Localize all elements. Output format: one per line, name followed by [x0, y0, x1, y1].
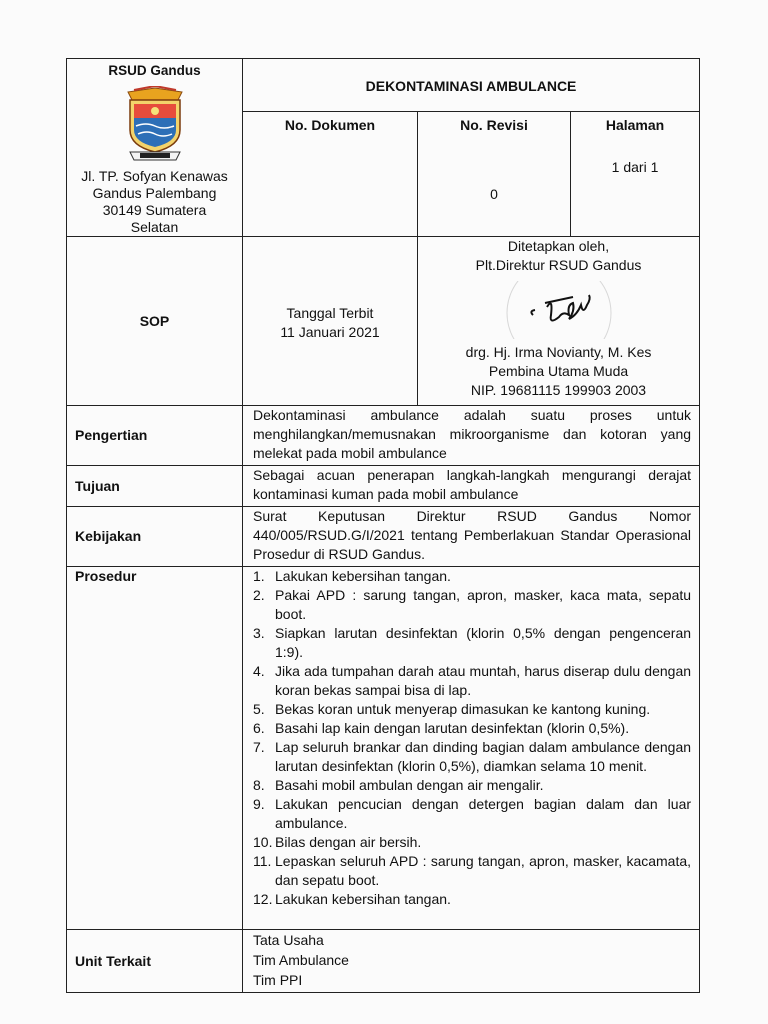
no-revisi-cell: [418, 112, 571, 237]
step-number: 9.: [253, 796, 265, 812]
kebijakan-label: Kebijakan: [67, 507, 243, 567]
step-text: Bekas koran untuk menyerap dimasukan ke kantong kuning.: [275, 701, 651, 717]
issue-date-cell: [243, 237, 418, 406]
no-revisi-label: No. Revisi: [460, 117, 528, 134]
palembang-city-logo: [120, 86, 190, 164]
sop-label: SOP: [67, 237, 243, 406]
approval-cell: [418, 237, 700, 406]
prosedur-step: [253, 567, 691, 586]
approver-title: Plt.Direktur RSUD Gandus: [475, 257, 642, 273]
step-number: 6.: [253, 720, 265, 736]
step-text: Lepaskan seluruh APD : sarung tangan, apron, masker, kacamata, dan sepatu boot.: [275, 853, 692, 888]
step-number: 11.: [253, 853, 272, 869]
no-revisi-value: 0: [490, 186, 498, 203]
prosedur-step: [253, 700, 691, 719]
signer-name: drg. Hj. Irma Novianty, M. Kes: [465, 344, 652, 360]
prosedur-step: [253, 776, 691, 795]
unit-item: Tim PPI: [253, 972, 303, 988]
sop-table: [66, 58, 700, 993]
hospital-name: RSUD Gandus: [108, 63, 201, 78]
prosedur-step: [253, 795, 691, 833]
issue-date-value: 11 Januari 2021: [280, 324, 380, 340]
no-dokumen-value: [243, 135, 417, 185]
unit-item: Tim Ambulance: [253, 952, 349, 968]
prosedur-step: [253, 890, 691, 909]
step-number: 7.: [253, 739, 265, 755]
step-number: 12.: [253, 891, 273, 907]
issue-date-label: Tanggal Terbit: [286, 305, 374, 321]
prosedur-step: [253, 738, 691, 776]
prosedur-step: [253, 586, 691, 624]
prosedur-steps-list: [253, 567, 691, 909]
step-text: Bilas dengan air bersih.: [275, 834, 422, 850]
signer-rank: Pembina Utama Muda: [488, 363, 629, 379]
unit-terkait-list: [243, 930, 700, 993]
approved-by-text: Ditetapkan oleh,: [507, 238, 610, 254]
step-text: Pakai APD : sarung tangan, apron, masker, kaca mata, sepatu boot.: [275, 587, 692, 622]
kebijakan-text: Surat Keputusan Direktur RSUD Gandus Nomor 440/005/RSUD.G/I/2021 tentang Pemberlakuan Standar Operasional Prosedur di RSUD Gandus.: [243, 507, 700, 567]
document-title-cell: [243, 59, 700, 112]
step-text: Basahi mobil ambulan dengan air mengalir.: [275, 777, 544, 793]
step-text: Lap seluruh brankar dan dinding bagian dalam ambulance dengan larutan desinfektan (klorin 0,5%), diamkan selama 10 menit.: [275, 739, 692, 774]
hospital-address: Jl. TP. Sofyan Kenawas Gandus Palembang 30149 Sumatera Selatan: [81, 168, 228, 235]
document-title: DEKONTAMINASI AMBULANCE: [365, 78, 577, 94]
prosedur-label: Prosedur: [67, 567, 243, 930]
halaman-label: Halaman: [605, 117, 665, 134]
prosedur-steps-cell: [243, 567, 700, 930]
step-text: Lakukan pencucian dengan detergen bagian dalam dan luar ambulance.: [275, 796, 692, 831]
prosedur-step: [253, 833, 691, 852]
unit-item: Tata Usaha: [253, 932, 324, 948]
tujuan-text: Sebagai acuan penerapan langkah-langkah mengurangi derajat kontaminasi kuman pada mobil ambulance: [243, 466, 700, 507]
prosedur-step: [253, 662, 691, 700]
signer-nip: NIP. 19681115 199903 2003: [470, 382, 647, 398]
step-number: 2.: [253, 587, 265, 603]
pengertian-text: Dekontaminasi ambulance adalah suatu proses untuk menghilangkan/memusnakan mikroorganisme dan kotoran yang melekat pada mobil ambulance: [243, 406, 700, 466]
pengertian-label: Pengertian: [67, 406, 243, 466]
tujuan-label: Tujuan: [67, 466, 243, 507]
step-number: 4.: [253, 663, 265, 679]
prosedur-step: [253, 852, 691, 890]
step-text: Siapkan larutan desinfektan (klorin 0,5% dengan pengenceran 1:9).: [275, 625, 692, 660]
step-number: 5.: [253, 701, 265, 717]
step-number: 10.: [253, 834, 273, 850]
director-signature: [489, 281, 629, 339]
halaman-value: 1 dari 1: [611, 159, 659, 176]
step-number: 1.: [253, 568, 265, 584]
step-number: 3.: [253, 625, 265, 641]
step-number: 8.: [253, 777, 265, 793]
prosedur-step: [253, 624, 691, 662]
hospital-header-cell: [67, 59, 243, 237]
prosedur-step: [253, 719, 691, 738]
halaman-cell: [571, 112, 700, 237]
step-text: Lakukan kebersihan tangan.: [275, 891, 451, 907]
step-text: Lakukan kebersihan tangan.: [275, 568, 451, 584]
no-dokumen-label: No. Dokumen: [284, 117, 376, 134]
step-text: Jika ada tumpahan darah atau muntah, harus diserap dulu dengan koran bekas sampai bisa di lap.: [275, 663, 692, 698]
step-text: Basahi lap kain dengan larutan desinfektan (klorin 0,5%).: [275, 720, 630, 736]
no-dokumen-cell: [243, 112, 418, 237]
unit-terkait-label: Unit Terkait: [67, 930, 243, 993]
